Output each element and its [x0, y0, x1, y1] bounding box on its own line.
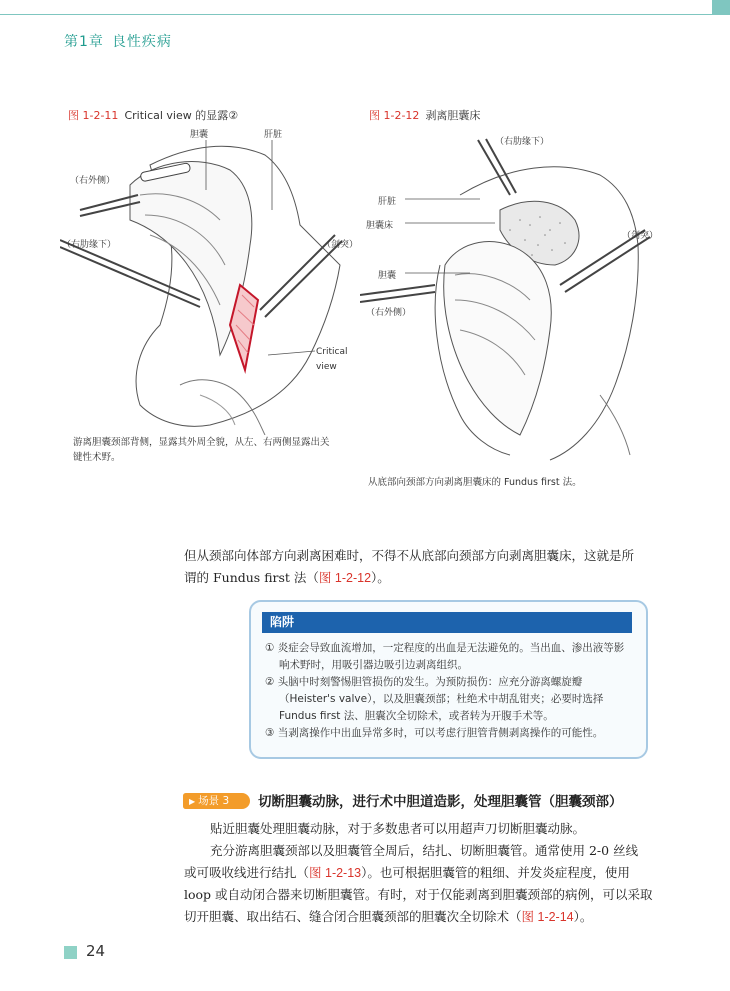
trap-title: 陷阱 — [262, 612, 632, 633]
chapter-number: 第1章 — [64, 34, 104, 50]
play-arrow-icon: ▶ — [189, 797, 196, 806]
trap-item-1: ① 炎症会导致血流增加，一定程度的出血是无法避免的。当出血、渗出液等影 响术野时，用吸引器边吸引边剥离组织。 — [265, 642, 625, 671]
figure-1-2-11-title — [68, 107, 238, 123]
figure-number: 图 1-2-11 — [68, 109, 119, 122]
caption-line: 键性术野。 — [73, 452, 121, 463]
figure-1-2-11-illustration — [60, 125, 360, 435]
paragraph-1: 贴近胆囊处理胆囊动脉，对于多数患者可以用超声刀切断胆囊动脉。 — [210, 821, 586, 836]
caption-line: 游离胆囊颈部背侧，显露其外周全貌，从左、右两侧显露出关 — [73, 437, 330, 448]
figure-reference-link[interactable]: 图 1-2-12 — [318, 571, 372, 585]
figure-1-2-12-illustration — [360, 125, 660, 465]
header-rule — [0, 14, 730, 15]
scene-tag: ▶ 场景 3 — [183, 793, 250, 809]
figure-reference-link[interactable]: 图 1-2-14 — [521, 910, 574, 924]
scene-title: 切断胆囊动脉，进行术中胆道造影，处理胆囊管（胆囊颈部） — [258, 794, 623, 810]
label-xiphoid: （剑突） — [322, 240, 359, 250]
page-number-marker — [64, 946, 77, 959]
chapter-heading — [64, 31, 172, 51]
label-liver: 肝脏 — [378, 197, 397, 207]
figure-reference-link[interactable]: 图 1-2-13 — [309, 866, 362, 880]
label-gallbladder: 胆囊 — [378, 271, 397, 281]
label-right-lateral: （右外侧） — [70, 176, 116, 186]
trap-list — [265, 640, 635, 742]
label-liver: 肝脏 — [264, 130, 283, 140]
label-view: view — [316, 362, 337, 372]
figure-number: 图 1-2-12 — [369, 109, 420, 122]
paragraph-2-line: 或可吸收线进行结扎（图 1-2-13）。也可根据胆囊管的粗细、并发炎症程度，使用 — [184, 865, 630, 880]
chapter-title: 良性疾病 — [111, 34, 172, 50]
label-right-costal: （右肋缘下） — [495, 137, 550, 147]
figure-1-2-12-title — [369, 107, 480, 123]
figure-1-2-12-caption: 从底部向颈部方向剥离胆囊床的 Fundus first 法。 — [368, 477, 582, 488]
trap-item-3: ③ 当剥离操作中出血异常多时，可以考虑行胆管背侧剥离操作的可能性。 — [265, 727, 604, 739]
figure-1-2-11-caption — [73, 435, 363, 465]
intro-paragraph — [184, 545, 654, 589]
figure-title-text: 剥离胆囊床 — [425, 109, 481, 122]
body-text — [184, 818, 654, 928]
figure-title-text: Critical view 的显露② — [124, 109, 239, 122]
paragraph-2-line: 充分游离胆囊颈部以及胆囊管全周后，结扎、切断胆囊管。通常使用 2-0 丝线 — [210, 843, 639, 858]
label-gallbladder: 胆囊 — [190, 130, 209, 140]
paragraph-2-line: 切开胆囊、取出结石、缝合闭合胆囊颈部的胆囊次全切除术（图 1-2-14）。 — [184, 909, 593, 924]
label-right-lateral: （右外侧） — [366, 308, 412, 318]
paragraph-2-line: loop 或自动闭合器来切断胆囊管。有时，对于仅能剥离到胆囊颈部的病例，可以采取 — [184, 887, 653, 902]
label-xiphoid: （剑突） — [622, 231, 659, 241]
paragraph-line: 但从颈部向体部方向剥离困难时，不得不从底部向颈部方向剥离胆囊床，这就是所 — [184, 548, 635, 563]
label-right-costal: （右肋缘下） — [62, 240, 117, 250]
label-critical: Critical — [316, 347, 348, 357]
trap-item-2: ② 头脑中时刻警惕胆管损伤的发生。为预防损伤：应充分游离螺旋瓣 （Heister's valve），以及胆囊颈部；杜绝术中胡乱钳夹；必要时选择 Fundus first 法、胆囊次全切除术，或者转为开腹手术等。 — [265, 676, 604, 722]
page-number: 24 — [86, 942, 106, 960]
paragraph-line: 谓的 Fundus first 法（图 1-2-12）。 — [184, 570, 390, 585]
header-corner-block — [712, 0, 730, 14]
label-gallbladder-bed: 胆囊床 — [366, 221, 394, 231]
